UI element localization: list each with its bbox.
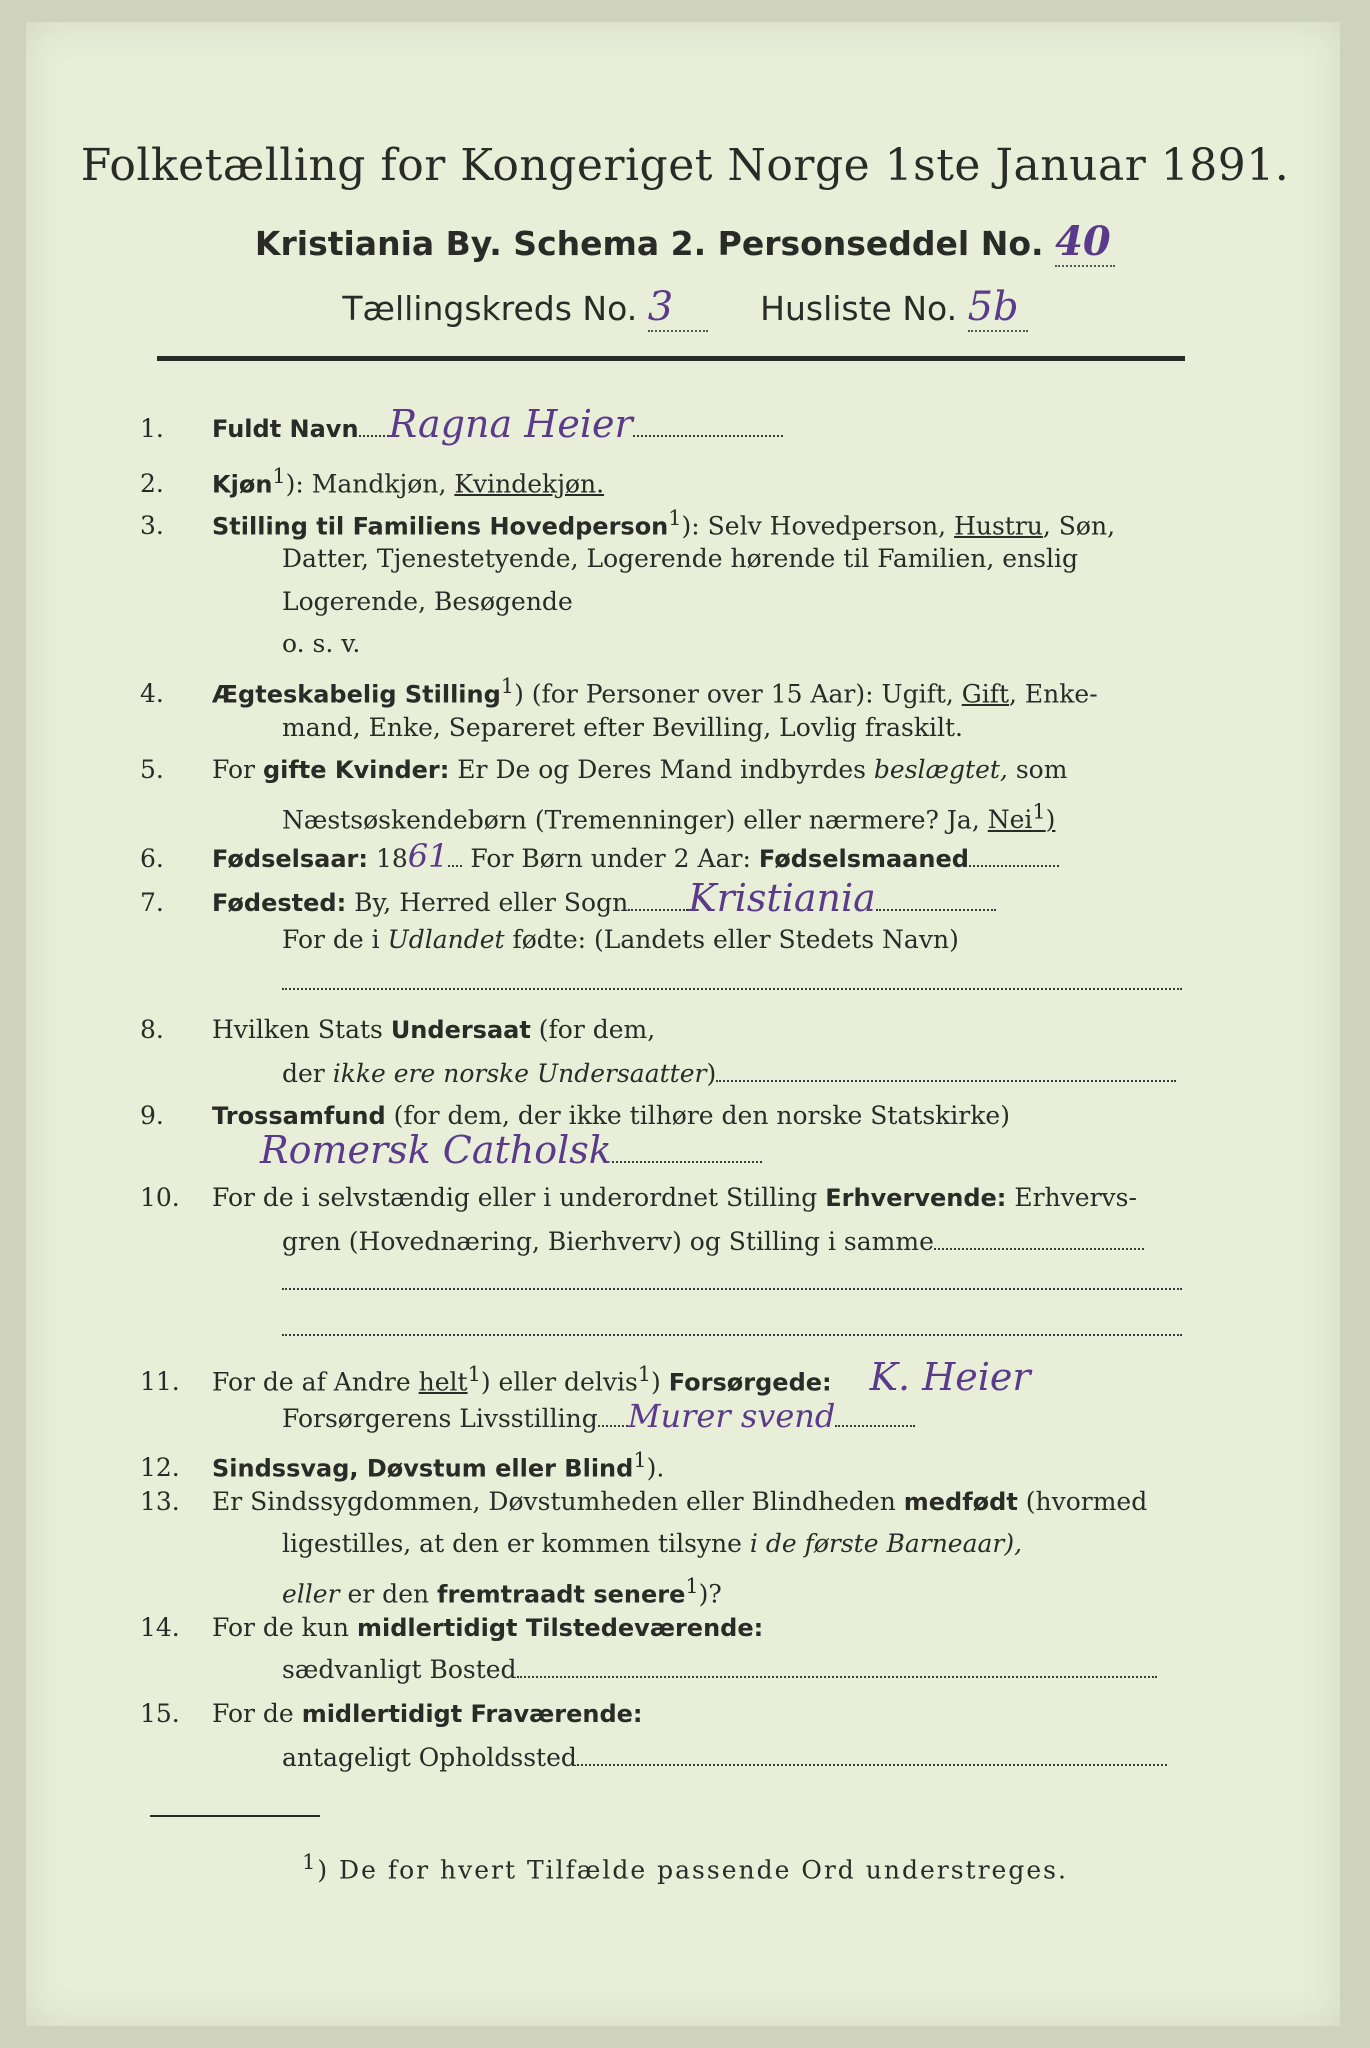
item-3-line-2: Datter, Tjenestetyende, Logerende hørende til Familien, enslig — [282, 544, 1079, 573]
footnote-ref: 1 — [633, 1448, 647, 1472]
item-6 — [140, 838, 1190, 877]
item-15-line-2 — [140, 1740, 1332, 1776]
item-number: 8. — [140, 1015, 164, 1044]
footnote-ref: 1 — [668, 506, 682, 530]
field-text: Er De og Deres Mand indbyrdes — [449, 755, 874, 784]
field-text: , Søn, — [1042, 511, 1116, 541]
field-text: Forsørgerens Livsstilling — [282, 1404, 598, 1433]
field-label: Stilling til Familiens Hovedperson — [212, 512, 669, 541]
field-label: midlertidigt Tilstedeværende: — [356, 1614, 764, 1642]
item-8 — [140, 1012, 1190, 1048]
item-5-line-2 — [140, 794, 1332, 838]
item-11-line-2 — [140, 1398, 1332, 1437]
husliste-number: 5b — [968, 284, 1028, 332]
blank-answer-line — [282, 988, 1182, 990]
field-text: ): Mandkjøn, — [285, 469, 455, 499]
provider-occupation-answer: Murer svend — [627, 1397, 836, 1435]
krets-line — [0, 284, 1370, 332]
field-text: For de — [212, 1699, 302, 1728]
field-label: Forsørgede: — [668, 1368, 832, 1397]
personseddel-number: 40 — [1055, 218, 1115, 267]
field-text: ligestilles, at den er kommen tilsyne — [282, 1529, 750, 1558]
field-text: For de af Andre — [212, 1367, 419, 1397]
selected-option: Gift — [961, 679, 1010, 709]
selected-option-text: Nei — [987, 805, 1033, 835]
item-number: 14. — [140, 1613, 180, 1642]
footnote-ref: 1 — [637, 1362, 652, 1386]
item-1 — [140, 402, 1190, 447]
item-number: 1. — [140, 414, 164, 443]
field-text: 18 — [368, 844, 408, 873]
field-label: Fødested: — [212, 889, 347, 917]
selected-option: Nei$^1$) — [987, 800, 1056, 835]
field-text: antageligt Opholdssted — [282, 1743, 577, 1772]
full-name-answer: Ragna Heier — [388, 402, 633, 446]
item-number: 3. — [140, 511, 164, 541]
field-text: )? — [698, 1579, 722, 1609]
field-text: Udlandet — [387, 925, 505, 954]
item-7 — [140, 876, 1190, 921]
item-number: 11. — [140, 1367, 180, 1397]
field-label: gifte Kvinder: — [262, 756, 450, 784]
field-text: ): Selv Hovedperson, — [681, 511, 955, 541]
field-text: ) eller delvis — [480, 1367, 638, 1397]
item-4-line-2: mand, Enke, Separeret efter Bevilling, Lovlig fraskilt. — [282, 713, 963, 742]
item-3-line-4: o. s. v. — [282, 629, 361, 658]
field-label: Fødselsaar: — [212, 845, 368, 873]
footnote-ref: 1 — [500, 674, 515, 698]
blank-answer-line — [282, 1288, 1182, 1290]
birthplace-answer: Kristiania — [688, 876, 876, 920]
field-text: er den — [339, 1579, 438, 1609]
item-14-line-2 — [140, 1652, 1332, 1688]
schema-prefix: Kristiania By. Schema 2. Personseddel No. — [254, 224, 1044, 263]
field-label: Kjøn — [212, 470, 273, 499]
footnote-text: ) De for hvert Tilfælde passende Ord understreges. — [317, 1855, 1068, 1885]
item-number: 5. — [140, 755, 164, 784]
field-text: Hvilken Stats — [212, 1015, 391, 1044]
religion-answer-line — [260, 1128, 1180, 1173]
item-number: 2. — [140, 469, 164, 499]
field-text: der — [282, 1059, 333, 1088]
item-12 — [140, 1442, 1190, 1486]
field-text: Næstsøskendebørn (Tremenninger) eller nærmere? Ja, — [282, 805, 988, 835]
provider-answer: K. Heier — [869, 1355, 1031, 1400]
item-14 — [140, 1610, 1190, 1646]
field-label: Erhvervende: — [825, 1184, 1007, 1212]
krets-number: 3 — [648, 284, 708, 332]
krets-label: Tællingskreds No. — [342, 289, 638, 328]
footnote-divider — [150, 1815, 320, 1817]
item-11 — [140, 1356, 1190, 1400]
item-7-line-2 — [140, 922, 1332, 958]
selected-option: Hustru — [954, 511, 1043, 541]
item-13-line-3 — [140, 1568, 1332, 1612]
husliste-label: Husliste No. — [760, 289, 958, 328]
item-number: 6. — [140, 844, 164, 873]
item-number: 10. — [140, 1183, 180, 1212]
field-text: gren (Hovednæring, Bierhverv) og Stilling i samme — [282, 1227, 934, 1256]
religion-answer: Romersk Catholsk — [260, 1128, 612, 1172]
footnote-ref: 1 — [685, 1574, 699, 1598]
item-number: 12. — [140, 1453, 180, 1483]
field-text: (for dem, — [530, 1015, 656, 1044]
field-text: For de i selvstændig eller i underordnet Stilling — [212, 1183, 826, 1212]
field-text: Erhvervs- — [1006, 1183, 1137, 1212]
item-5 — [140, 752, 1190, 788]
footnote-ref: 1 — [272, 464, 286, 488]
field-text: i de første Barneaar), — [749, 1529, 1023, 1558]
item-13-line-2 — [140, 1526, 1332, 1562]
field-text: , Enke- — [1009, 679, 1098, 709]
item-10-line-2 — [140, 1224, 1332, 1260]
item-3-line-3: Logerende, Besøgende — [282, 587, 573, 616]
field-label: medfødt — [903, 1488, 1018, 1516]
field-text: (hvormed — [1017, 1487, 1148, 1516]
selected-option: helt — [418, 1367, 468, 1397]
field-text: fødte: (Landets eller Stedets Navn) — [504, 925, 959, 954]
field-label: midlertidigt Fraværende: — [301, 1700, 643, 1728]
field-text: ). — [646, 1453, 665, 1483]
item-2 — [140, 458, 1190, 502]
item-number: 15. — [140, 1699, 180, 1728]
footnote-ref: 1 — [467, 1362, 481, 1386]
field-text: eller — [282, 1579, 340, 1609]
field-text: ) — [651, 1367, 669, 1397]
field-label: Ægteskabelig Stilling — [212, 680, 501, 709]
item-number: 4. — [140, 679, 164, 709]
field-label: Trossamfund — [212, 1102, 386, 1130]
field-label: Fuldt Navn — [212, 415, 359, 443]
form-title: Folketælling for Kongeriget Norge 1ste Januar 1891. — [80, 140, 1290, 191]
field-text: By, Herred eller Sogn — [346, 888, 629, 917]
selected-option: Kvindekjøn. — [454, 469, 605, 499]
field-label: Undersaat — [390, 1016, 531, 1044]
field-text: beslægtet, — [873, 755, 1008, 784]
blank-answer-line — [282, 1334, 1182, 1336]
field-text: For Børn under 2 Aar: — [462, 844, 759, 873]
field-label: Fødselsmaaned — [758, 845, 969, 873]
field-text: For de kun — [212, 1613, 357, 1642]
field-label: Sindssvag, Døvstum eller Blind — [212, 1454, 634, 1483]
field-text: ) (for Personer over 15 Aar): Ugift, — [514, 679, 962, 709]
item-number: 13. — [140, 1487, 180, 1516]
item-15 — [140, 1696, 1190, 1732]
field-text: sædvanligt Bosted — [282, 1655, 517, 1684]
field-label: fremtraadt senere — [437, 1580, 686, 1609]
schema-line — [0, 218, 1370, 267]
footnote — [0, 1850, 1370, 1884]
item-3 — [140, 500, 1190, 544]
field-text: For — [212, 755, 263, 784]
field-text: ikke ere norske Undersaatter — [332, 1059, 707, 1088]
item-4 — [140, 668, 1190, 712]
field-text: Er Sindssygdommen, Døvstumheden eller Blindheden — [212, 1487, 904, 1516]
field-text: For de i — [282, 925, 388, 954]
header-divider — [157, 356, 1185, 361]
birth-year-answer: 61 — [407, 837, 449, 875]
footnote-marker: 1 — [302, 1850, 318, 1874]
footnote-ref: 1 — [1032, 800, 1046, 824]
item-number: 9. — [140, 1101, 164, 1130]
field-text: (for dem, der ikke tilhøre den norske Statskirke) — [385, 1101, 1010, 1130]
item-8-line-2 — [140, 1056, 1332, 1092]
item-10 — [140, 1180, 1190, 1216]
field-text: ) — [706, 1059, 717, 1088]
item-13 — [140, 1484, 1190, 1520]
field-text: som — [1007, 755, 1068, 784]
item-number: 7. — [140, 888, 164, 917]
